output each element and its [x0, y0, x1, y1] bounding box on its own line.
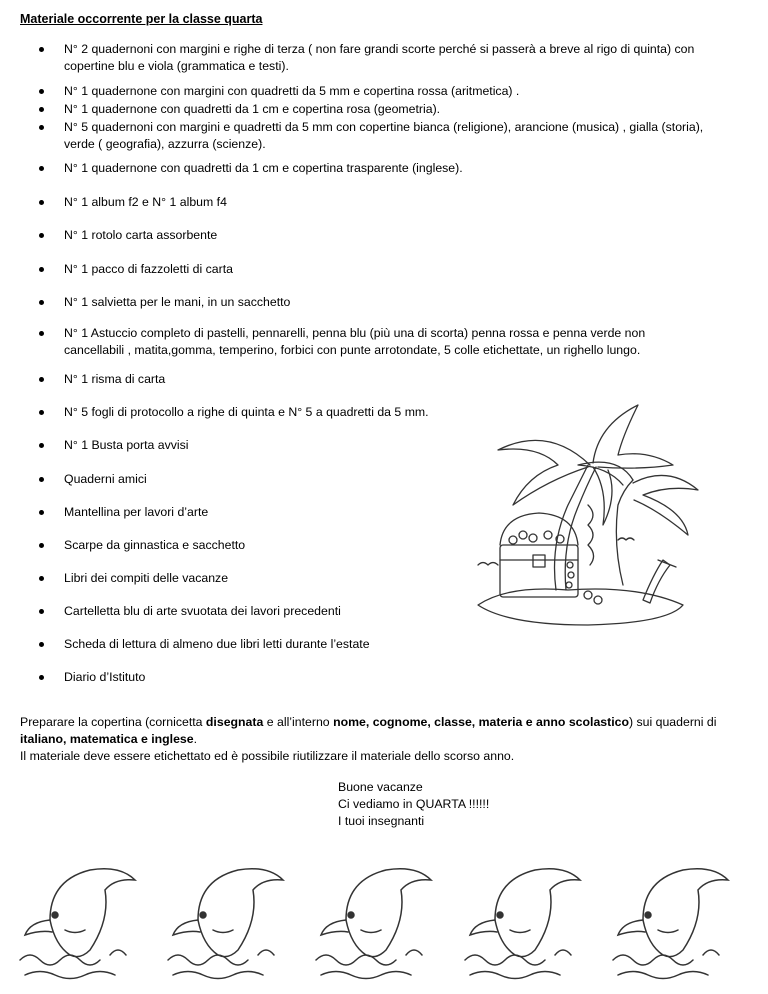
list-item: N° 1 rotolo carta assorbente — [64, 227, 704, 244]
bird-icon — [478, 563, 498, 566]
bullet-icon — [39, 200, 44, 205]
bullet-icon — [39, 510, 44, 515]
bullet-icon — [39, 89, 44, 94]
palm-leaves-icon — [498, 440, 590, 505]
bullet-icon — [39, 267, 44, 272]
bullet-icon — [39, 410, 44, 415]
list-item: N° 2 quadernoni con margini e righe di terza ( non fare grandi scorte perché si passerà a breve al rigo di quinta) con copertine blu e viola (grammatica e testi). — [64, 41, 704, 75]
list-item: N° 1 quadernone con quadretti da 1 cm e copertina trasparente (inglese). — [64, 160, 704, 177]
bullet-icon — [39, 477, 44, 482]
bullet-icon — [39, 47, 44, 52]
dolphin-icon — [455, 860, 595, 990]
list-item: Mantellina per lavori d’arte — [64, 504, 704, 521]
dolphin-icon — [306, 860, 446, 990]
list-item: N° 1 Astuccio completo di pastelli, pennarelli, penna blu (più una di scorta) penna rossa e penna verde non cancellabili , matita,gomma, temperino, forbici con punte arrotondate, 5 colle etichettate, un righello lungo. — [64, 325, 704, 359]
list-item: Cartelletta blu di arte svuotata dei lavori precedenti — [64, 603, 704, 620]
list-item: Scarpe da ginnastica e sacchetto — [64, 537, 704, 554]
bullet-icon — [39, 443, 44, 448]
bullet-icon — [39, 125, 44, 130]
bullet-icon — [39, 576, 44, 581]
list-item: N° 1 salvietta per le mani, in un sacchetto — [64, 294, 704, 311]
bullet-icon — [39, 233, 44, 238]
bullet-icon — [39, 166, 44, 171]
list-item: N° 1 quadernone con quadretti da 1 cm e copertina rosa (geometria). — [64, 101, 704, 118]
dolphin-icon — [10, 860, 150, 990]
bullet-icon — [39, 642, 44, 647]
list-item: Scheda di lettura di almeno due libri letti durante l’estate — [64, 636, 704, 653]
bullet-icon — [39, 331, 44, 336]
list-item: Quaderni amici — [64, 471, 704, 488]
page-title: Materiale occorrente per la classe quarta — [20, 12, 263, 26]
list-item: N° 1 risma di carta — [64, 371, 704, 388]
treasure-island-illustration — [438, 395, 708, 635]
bullet-icon — [39, 107, 44, 112]
list-item: N° 1 Busta porta avvisi — [64, 437, 704, 454]
bullet-icon — [39, 300, 44, 305]
list-item: N° 5 quadernoni con margini e quadretti da 5 mm con copertine bianca (religione), arancione (musica) , gialla (storia), verde ( geografia), azzurra (scienze). — [64, 119, 704, 153]
palm-trunk-right-icon — [616, 480, 633, 585]
bullet-icon — [39, 675, 44, 680]
list-item: N° 5 fogli di protocollo a righe di quinta e N° 5 a quadretti da 5 mm. — [64, 404, 704, 421]
list-item: Diario d’Istituto — [64, 669, 704, 686]
list-item: N° 1 album f2 e N° 1 album f4 — [64, 194, 704, 211]
bullet-icon — [39, 377, 44, 382]
bullet-icon — [39, 609, 44, 614]
dolphin-icon — [158, 860, 298, 990]
list-item: N° 1 pacco di fazzoletti di carta — [64, 261, 704, 278]
closing-greeting: Buone vacanze Ci vediamo in QUARTA !!!!!! I tuoi insegnanti — [338, 780, 490, 828]
island-icon — [478, 589, 683, 625]
bullet-icon — [39, 543, 44, 548]
list-item: Libri dei compiti delle vacanze — [64, 570, 704, 587]
list-item: N° 1 quadernone con margini con quadretti da 5 mm e copertina rossa (aritmetica) . — [64, 83, 704, 100]
instructions-note: Preparare la copertina (cornicetta disegnata e all’interno nome, cognome, classe, materia e anno scolastico) sui quaderni di italiano, matematica e inglese. Il materiale deve essere etichettato ed è possibile riutilizzare il materiale dello scorso anno. — [20, 715, 717, 763]
dolphin-icon — [603, 860, 743, 990]
